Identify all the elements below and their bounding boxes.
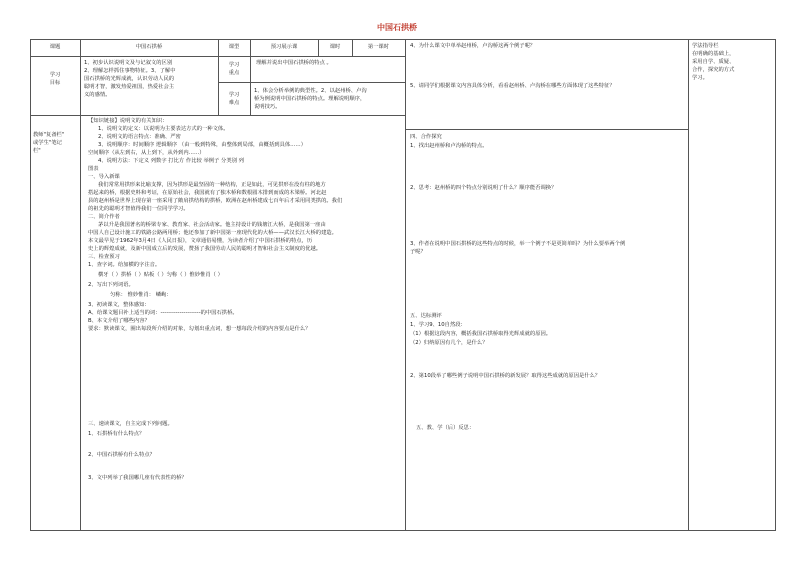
divider-goals <box>30 115 405 116</box>
divider-label-col <box>80 39 81 531</box>
content-line: 4、说明方法：下定义 列数字 打比方 作比较 举例子 分类别 列 <box>98 158 244 164</box>
section-heading: 五、教、学（后）反思： <box>416 425 475 431</box>
keypoint-text: 理解并说出中国石拱桥的特点 。 <box>256 60 332 66</box>
difficult-line: 1、体会分析举例的典型性。2、以赵州桥、卢沟 <box>254 88 367 94</box>
page-title: 中国石拱桥 <box>377 23 417 32</box>
content-line: B、本文介绍了哪些内容？ <box>88 318 150 324</box>
label-type: 课型 <box>228 44 240 50</box>
question-line: （2）归纳原因有几个，是什么？ <box>410 340 488 346</box>
goals-line: 2、理解怎样抓住事物特征。3、了解中 <box>84 68 176 74</box>
vocab-exercise: 匀称： 惟妙惟肖： 嶙峋： <box>110 292 172 298</box>
content-line: 本文最早见于1962年3月4日《人民日报》，文章通俗易懂，为读者介绍了中国石拱桥的特点，历 <box>88 238 313 244</box>
content-line: 3、初读课文，整体感知： <box>88 302 150 308</box>
content-line: 中国人自己设计施工的铁路公路两用桥；他还参加了新中国第一座现代化的大桥——武汉长江大桥的建造。 <box>88 230 337 236</box>
guide-line: 学法指导栏 <box>692 43 719 49</box>
divider-keypoint <box>218 82 405 83</box>
content-line: 2、说明文的语言特点：准确、严密 <box>98 134 181 140</box>
content-line: 2、写出下列词语。 <box>88 282 134 288</box>
guide-line: 学习。 <box>692 75 708 81</box>
pinyin-exercise: 横牙（ ）拱桥（ ）贴板（ ）匀称（ ）惟妙惟肖（ ） <box>98 272 223 278</box>
difficult-line: 桥为例说明中国石拱桥的特点。理解说明顺序， <box>254 96 366 102</box>
question-line: 1、学习9、10自然段： <box>410 322 466 328</box>
section-heading: 五、达标测评 <box>410 313 442 319</box>
question-line: 2、中国石拱桥有什么特点？ <box>88 452 155 458</box>
question-4: 4、为什么课文中单举赵州桥，卢沟桥这两个例子呢？ <box>410 43 536 49</box>
content-line: 要求：默读课文，圈出每段所介绍的对象，勾划出重点词，想一想每段介绍的内容要点是什么？ <box>88 326 311 332</box>
question-5: 5、请同学们根据课文内容具体分析，看看赵州桥、卢沟桥在哪些方面体现了这些特征？ <box>410 83 615 89</box>
question-line: 1、找出赵州桥和卢沟桥的特点。 <box>410 143 488 149</box>
goals-line: 国石拱桥的光辉成就，认识劳动人民的 <box>84 76 175 82</box>
content-line: 县的赵州桥是世界上现存第一座采用了敞肩拱结构的拱桥，欧洲在赵州桥建成七百年后才采用同类拱的。我们 <box>88 198 343 204</box>
type-value: 预习展示课 <box>270 44 298 50</box>
question-line: 2、思考：赵州桥的四个特点分别说明了什么？顺序能否调换？ <box>410 185 557 191</box>
question-line: 3、作者在说明中国石拱桥的这些特点的时候，举一个例子不是更简单吗？为什么要举两个例 <box>410 241 626 247</box>
section-heading: 二、简介作者 <box>88 214 120 220</box>
content-line: 图表 <box>88 166 99 172</box>
side-note: 或学生"笔记 <box>33 140 62 146</box>
difficult-line: 说明技巧。 <box>254 104 281 110</box>
guide-line: 合作，探究的方式 <box>692 67 735 73</box>
goals-line: 义的感情。 <box>84 92 111 98</box>
period-value: 第一课时 <box>367 44 390 50</box>
topic-value: 中国石拱桥 <box>135 44 163 50</box>
label-period: 课时 <box>329 44 341 50</box>
knowledge-link-heading: 【知识链接】说明文的有关知识： <box>88 118 168 124</box>
goals-line: 1、初步认识说明文及与记叙文的区别 <box>84 60 173 66</box>
content-line: 的祖先的聪明才智值得我们一位同学学习。 <box>88 206 189 212</box>
content-line: 我们常常用拱形来比喻支撑，因为拱形是最坚固的一种结构，正是如此，可见拱形在没有柱的地方 <box>98 182 326 188</box>
goals-label-1: 学习 <box>49 72 61 78</box>
content-line: 空间顺序（从左到右，从上到下，从外到内……） <box>88 150 205 156</box>
table-border-left <box>30 39 31 531</box>
guide-line: 采用自学、质疑、 <box>692 59 735 65</box>
divider-guide <box>688 39 689 531</box>
content-line: A、给课文题目补上适当的词：---------------------的中国石拱桥。 <box>88 310 238 316</box>
question-line: 1、石拱桥有什么特点？ <box>88 431 145 437</box>
goals-label-2: 目标 <box>49 80 61 86</box>
side-note: 教师"复备栏" <box>33 132 65 138</box>
content-line: 1、说明文的定义：以说明为主要表达方式的一种文体。 <box>98 126 229 132</box>
side-note: 栏" <box>33 148 41 154</box>
divider-right <box>405 129 688 130</box>
question-line: 2、第10段举了哪些例子说明中国石拱桥的新发展？取得这些成就的原因是什么？ <box>410 373 601 379</box>
content-line: 搭起来的桥，根据史料和考证，在原始社会，我国就有了独木桥和数根圆木排到而成的木梁桥。河北赵 <box>88 190 327 196</box>
keypoint-label-2: 重点 <box>228 70 240 76</box>
content-line: 茅以升是我国著名的桥梁专家、教育家、社会活动家。他主持设计的钱塘江大桥，是我国第一座由 <box>98 222 326 228</box>
difficult-label-2: 难点 <box>228 100 240 106</box>
question-line: 子呢？ <box>410 249 426 255</box>
divider-mid <box>405 39 406 531</box>
section-heading: 三、检查预习 <box>88 254 120 260</box>
section-heading: 三、速读课文，自主完成下列问题。 <box>88 421 173 427</box>
keypoint-label-1: 学习 <box>228 62 240 68</box>
section-heading: 一、导入新课 <box>88 174 120 180</box>
question-line: （1）根据这段内容，概括我国石拱桥取得光辉成就的原因。 <box>410 331 552 337</box>
content-line: 3、说明顺序：时间顺序 逻辑顺序 （由一般到特殊，由整体到局部，由概括到具体……） <box>98 142 307 148</box>
label-topic: 课题 <box>49 44 61 50</box>
table-border-right <box>775 39 776 531</box>
table-border-bottom <box>30 530 776 531</box>
difficult-label-1: 学习 <box>228 92 240 98</box>
section-heading: 四、合作探究 <box>410 134 442 140</box>
goals-line: 聪明才智，激发热爱祖国，热爱社会主 <box>84 84 175 90</box>
table-border-top <box>30 39 776 40</box>
content-line: 史上的辉煌成就，及新中国成立后的发展，赞扬了我国劳动人民的聪明才智和社会主义制度的优越。 <box>88 246 322 252</box>
guide-line: 在明确的基础上， <box>692 51 735 57</box>
content-line: 1、查字词。给加横的字注音。 <box>88 262 161 268</box>
question-line: 3、文中列举了我国哪几座有代表性的桥？ <box>88 475 187 481</box>
